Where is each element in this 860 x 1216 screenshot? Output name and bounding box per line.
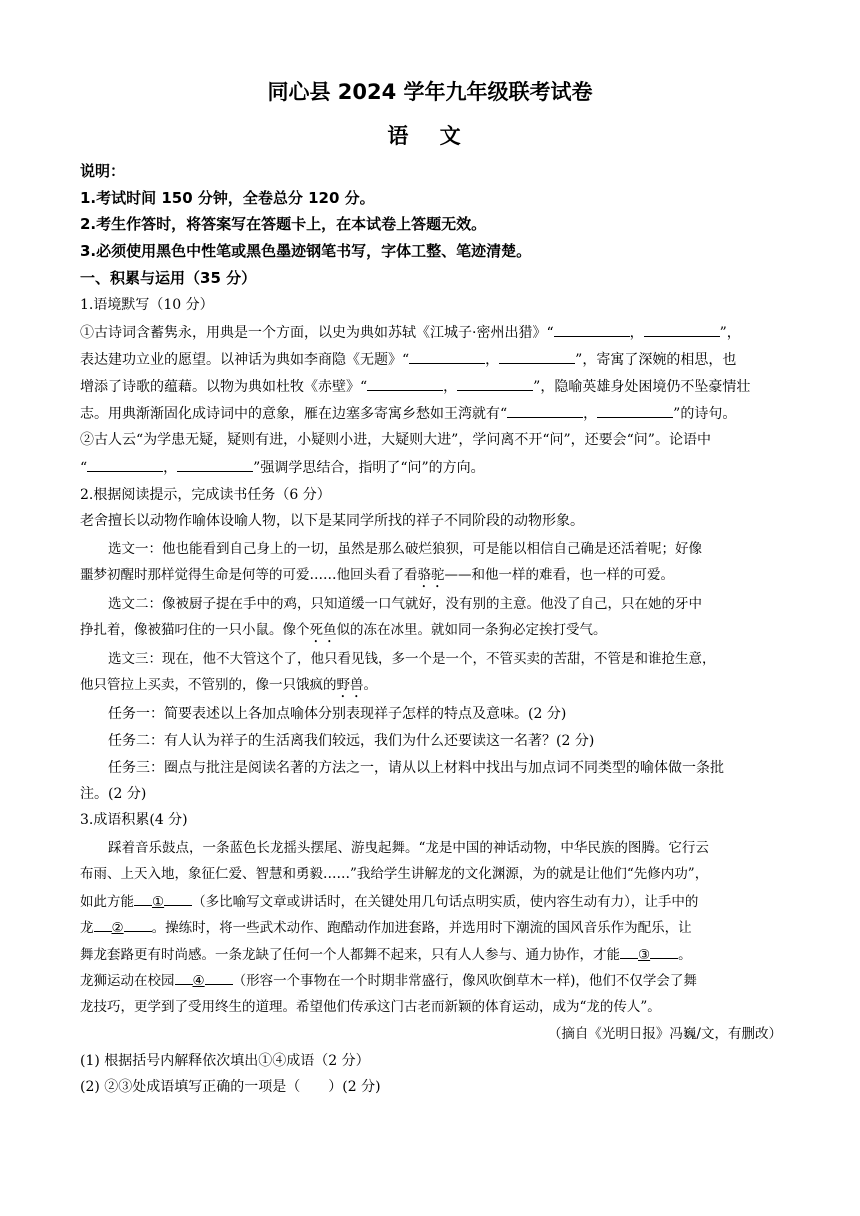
text: ”的诗句。 — [673, 406, 737, 422]
text: ”，寄寓了深婉的相思，也 — [575, 352, 737, 368]
dotted-word: 野兽 — [336, 677, 364, 693]
note-item: 2.考生作答时，将答案写在答题卡上，在本试卷上答题无效。 — [80, 215, 487, 233]
blank-marker: ② — [111, 920, 124, 936]
dotted-word: 死鱼 — [309, 622, 337, 638]
question-1-line: ②古人云“为学患无疑，疑则有进，小疑则小进，大疑则大进”，学问离不开“问”，还要会“问”。论语中 — [80, 432, 711, 448]
blank-marker: ③ — [638, 947, 651, 963]
answer-blank[interactable] — [597, 403, 673, 418]
subquestion-1: (1) 根据括号内解释依次填出①④成语（2 分） — [80, 1053, 370, 1069]
text: ， — [163, 460, 178, 476]
question-1-line — [80, 403, 736, 424]
subquestion-2: (2) ②③处成语填写正确的一项是（ ）(2 分) — [80, 1079, 381, 1095]
text: 他只管拉上买卖，不管别的，像一只饿疯的 — [80, 677, 337, 693]
task-2: 任务二：有人认为祥子的生活离我们较远，我们为什么还要读这一名著？(2 分) — [108, 733, 595, 749]
answer-blank[interactable] — [164, 891, 192, 906]
excerpt-2 — [80, 620, 607, 646]
answer-blank[interactable] — [94, 917, 112, 932]
text: ”强调学思结合，指明了“问”的方向。 — [253, 460, 485, 476]
subject-title: 语 文 — [387, 124, 473, 148]
passage-line: 龙技巧，更学到了受用终生的道理。希望他们传承这门古老而新颖的体育运动，成为“龙的传人”。 — [80, 999, 661, 1015]
answer-blank[interactable] — [457, 376, 533, 391]
text: ——和他一样的难看，也一样的可爱。 — [444, 567, 674, 583]
passage-line: 踩着音乐鼓点，一条蓝色长龙摇头摆尾、游曳起舞。“龙是中国的神话动物，中华民族的图腾。它行云 — [108, 840, 709, 856]
passage-line — [80, 970, 697, 991]
text: 。 — [363, 677, 377, 693]
passage-line — [80, 891, 698, 912]
exam-title: 同心县 2024 学年九年级联考试卷 — [267, 80, 593, 104]
excerpt-2: 选文二：像被厨子提在手中的鸡，只知道缓一口气就好，没有别的主意。他没了自己，只在她的牙中 — [108, 596, 702, 612]
answer-blank[interactable] — [554, 322, 630, 337]
notes-label: 说明： — [80, 162, 126, 180]
answer-blank[interactable] — [367, 376, 443, 391]
text: ①古诗词含蓄隽永，用典是一个方面，以史为典如苏轼《江城子·密州出猎》“ — [80, 325, 554, 341]
task-3: 任务三：圈点与批注是阅读名著的方法之一，请从以上材料中找出与加点词不同类型的喻体做一条批 — [108, 760, 724, 776]
answer-blank[interactable] — [124, 917, 152, 932]
task-3: 注。(2 分) — [80, 786, 147, 802]
answer-blank[interactable] — [644, 322, 720, 337]
text: 。 — [678, 947, 692, 963]
blank-marker: ① — [152, 894, 165, 910]
text: ”， — [719, 325, 741, 341]
question-1-line — [80, 376, 750, 397]
answer-blank[interactable] — [650, 944, 678, 959]
excerpt-3: 选文三：现在，他不大管这个了，他只看见钱，多一个是一个，不管买卖的苦甜，不管是和谁抢生意， — [108, 651, 716, 667]
question-3-title: 3.成语积累(4 分) — [80, 812, 188, 828]
text: 噩梦初醒时那样觉得生命是何等的可爱……他回头看了看 — [80, 567, 418, 583]
excerpt-1: 选文一：他也能看到自己身上的一切，虽然是那么破烂狼狈，可是能以相信自己确是还活着呢；好像 — [108, 541, 702, 557]
text: 挣扎着，像被猫叼住的一只小鼠。像个 — [80, 622, 310, 638]
question-2-intro: 老舍擅长以动物作喻体设喻人物，以下是某同学所找的祥子不同阶段的动物形象。 — [80, 513, 584, 529]
dotted-word: 骆驼 — [417, 567, 445, 583]
text: 表达建功立业的愿望。以神话为典如李商隐《无题》“ — [80, 352, 410, 368]
question-1-line — [80, 322, 741, 343]
question-1-title: 1.语境默写（10 分） — [80, 297, 214, 313]
note-item: 1.考试时间 150 分钟，全卷总分 120 分。 — [80, 189, 375, 207]
text: 。操练时，将一些武术动作、跑酷动作加进套路，并选用时下潮流的国风音乐作为配乐，让 — [151, 920, 692, 936]
text: 如此方能 — [80, 894, 134, 910]
question-2-title: 2.根据阅读提示，完成读书任务（6 分） — [80, 487, 331, 503]
answer-blank[interactable] — [620, 944, 638, 959]
text: （多比喻写文章或讲话时，在关键处用几句话点明实质，使内容生动有力），让手中的 — [192, 894, 699, 910]
text: ， — [485, 352, 500, 368]
text: ， — [443, 379, 458, 395]
text: 龙狮运动在校园 — [80, 973, 175, 989]
question-1-line — [80, 349, 736, 370]
text: ”，隐喻英雄身处困境仍不坠豪情壮 — [533, 379, 751, 395]
passage-line — [80, 944, 692, 965]
note-item: 3.必须使用黑色中性笔或黑色墨迹钢笔书写，字体工整、笔迹清楚。 — [80, 242, 532, 260]
answer-blank[interactable] — [205, 970, 233, 985]
answer-blank[interactable] — [499, 349, 575, 364]
answer-blank[interactable] — [175, 970, 193, 985]
section-heading: 一、积累与运用（35 分） — [80, 269, 257, 287]
text: 龙 — [80, 920, 94, 936]
passage-line — [80, 917, 692, 938]
text: 增添了诗歌的蕴藉。以物为典如杜牧《赤壁》“ — [80, 379, 368, 395]
passage-line: 布雨、上天入地，象征仁爱、智慧和勇毅……”我给学生讲解龙的文化渊源，为的就是让他们“先修内功”， — [80, 866, 709, 882]
text: （形容一个事物在一个时期非常盛行，像风吹倒草木一样)，他们不仅学会了舞 — [232, 973, 697, 989]
passage-source: （摘自《光明日报》冯巍/文，有删改） — [547, 1026, 782, 1042]
text: 舞龙套路更有时尚感。一条龙缺了任何一个人都舞不起来，只有人人参与、通力协作，才能 — [80, 947, 620, 963]
answer-blank[interactable] — [134, 891, 152, 906]
text: “ — [80, 460, 88, 476]
text: 志。用典渐渐固化成诗词中的意象，雁在边塞多寄寓乡愁如王湾就有“ — [80, 406, 508, 422]
blank-marker: ④ — [192, 973, 205, 989]
answer-blank[interactable] — [177, 457, 253, 472]
answer-blank[interactable] — [507, 403, 583, 418]
text: ， — [583, 406, 598, 422]
task-1: 任务一：简要表述以上各加点喻体分别表现祥子怎样的特点及意味。(2 分) — [108, 706, 567, 722]
excerpt-1 — [80, 565, 674, 591]
answer-blank[interactable] — [87, 457, 163, 472]
text: ， — [629, 325, 644, 341]
text: 似的冻在冰里。就如同一条狗必定挨打受气。 — [336, 622, 607, 638]
excerpt-3 — [80, 675, 377, 701]
question-1-line — [80, 457, 485, 478]
answer-blank[interactable] — [409, 349, 485, 364]
